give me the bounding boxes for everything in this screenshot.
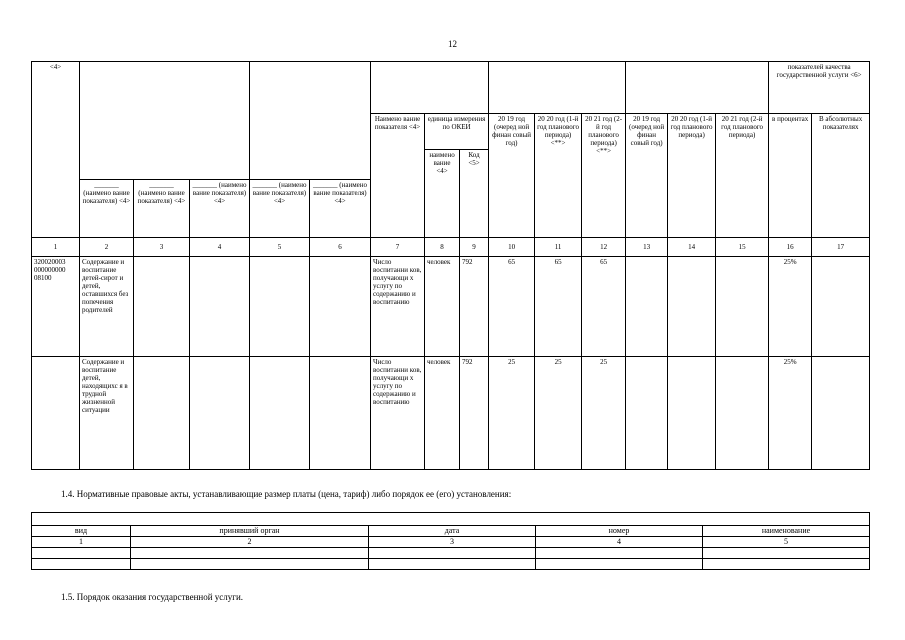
- empty-cell: [536, 548, 703, 559]
- empty-cell: [668, 257, 716, 357]
- col-number: 5: [250, 238, 310, 257]
- row-code: 320020003 000000000 08100: [32, 257, 80, 357]
- row-value-2020: 25: [535, 357, 582, 470]
- row-indicator: Число воспитанни ков, получающи х услугу по содержанию и воспитанию: [371, 357, 425, 470]
- empty-cell: [190, 357, 250, 470]
- acts-title-cell: [32, 513, 870, 526]
- empty-cell: [668, 357, 716, 470]
- empty-cell: [190, 257, 250, 357]
- col-number: 14: [668, 238, 716, 257]
- col-number: 6: [310, 238, 371, 257]
- header-content-group: [80, 62, 250, 180]
- section-1-5-heading: 1.5. Порядок оказания государственной услуги.: [61, 592, 244, 602]
- col-number: 15: [716, 238, 769, 257]
- header-col-5: _______ (наимено вание показателя) <4>: [250, 180, 310, 238]
- header-col-15: 20 21 год (2-й год планового периода): [716, 114, 769, 238]
- header-col-10: 20 19 год (очеред ной финан совый год): [489, 114, 535, 238]
- empty-cell: [32, 559, 131, 570]
- col-number: 7: [371, 238, 425, 257]
- empty-cell: [250, 257, 310, 357]
- acts-title-row: [32, 513, 870, 526]
- col-number: 17: [812, 238, 870, 257]
- col-number: 11: [535, 238, 582, 257]
- empty-cell: [131, 548, 369, 559]
- empty-cell: [626, 257, 668, 357]
- row-code: [32, 357, 80, 470]
- table-row: [32, 559, 870, 570]
- row-value-2021: 25: [582, 357, 626, 470]
- col-number: 2: [131, 537, 369, 548]
- col-number: 3: [369, 537, 536, 548]
- col-number: 16: [769, 238, 812, 257]
- row-okei: 792: [460, 357, 489, 470]
- service-indicators-table: [31, 61, 870, 470]
- col-number: 2: [80, 238, 134, 257]
- acts-header-name: наименование: [703, 526, 870, 537]
- row-unit: человек: [425, 357, 460, 470]
- col-number: 1: [32, 537, 131, 548]
- table-row: [32, 257, 870, 357]
- row-unit: человек: [425, 257, 460, 357]
- empty-cell: [250, 357, 310, 470]
- col-number: 12: [582, 238, 626, 257]
- header-col-12: 20 21 год (2-й год планового периода) <**>: [582, 114, 626, 238]
- acts-header-row: [32, 526, 870, 537]
- acts-header-authority: принявший орган: [131, 526, 369, 537]
- row-content: Содержание и воспитание детей-сирот и детей, оставшихся без попечения родителей: [80, 257, 134, 357]
- col-number: 3: [134, 238, 190, 257]
- acts-number-row: [32, 537, 870, 548]
- header-quality-deviation: показателей качества государственной услуги <6>: [769, 62, 870, 114]
- row-value-2020: 65: [535, 257, 582, 357]
- acts-header-date: дата: [369, 526, 536, 537]
- page-number: 12: [448, 39, 457, 49]
- row-value-2019: 65: [489, 257, 535, 357]
- empty-cell: [626, 357, 668, 470]
- legal-acts-table: [31, 512, 870, 570]
- empty-cell: [134, 357, 190, 470]
- empty-cell: [703, 559, 870, 570]
- row-content: Содержание и воспитание детей, находящихс я в трудной жизненной ситуации: [80, 357, 134, 470]
- header-unit-code: Код <5>: [460, 150, 489, 238]
- col-number: 4: [536, 537, 703, 548]
- table-row: [32, 548, 870, 559]
- header-unit-name: наимено вание <4>: [425, 150, 460, 238]
- header-col-1: <4>: [32, 62, 80, 238]
- empty-cell: [369, 559, 536, 570]
- empty-cell: [716, 357, 769, 470]
- header-col-16: в процентах: [769, 114, 812, 238]
- header-indicator-group: [371, 62, 489, 114]
- header-values-group: [489, 62, 626, 114]
- header-col-14: 20 20 год (1-й год планового периода): [668, 114, 716, 238]
- row-okei: 792: [460, 257, 489, 357]
- row-percent: 25%: [769, 257, 812, 357]
- row-percent: 25%: [769, 357, 812, 470]
- col-number: 4: [190, 238, 250, 257]
- header-col-4: _______ (наимено вание показателя) <4>: [190, 180, 250, 238]
- empty-cell: [812, 257, 870, 357]
- row-indicator: Число воспитанни ков, получающи х услугу по содержанию и воспитанию: [371, 257, 425, 357]
- col-number: 8: [425, 238, 460, 257]
- header-col-2: _______ (наимено вание показателя) <4>: [80, 180, 134, 238]
- col-number: 9: [460, 238, 489, 257]
- empty-cell: [134, 257, 190, 357]
- empty-cell: [703, 548, 870, 559]
- empty-cell: [131, 559, 369, 570]
- header-col-6: _______ (наимено вание показателя) <4>: [310, 180, 371, 238]
- header-conditions-group: [250, 62, 371, 180]
- empty-cell: [32, 548, 131, 559]
- row-value-2021: 65: [582, 257, 626, 357]
- col-number: 10: [489, 238, 535, 257]
- section-1-4-heading: 1.4. Нормативные правовые акты, устанавливающие размер платы (цена, тариф) либо порядок ее (его) установления:: [61, 489, 512, 499]
- col-number: 13: [626, 238, 668, 257]
- col-number: 1: [32, 238, 80, 257]
- header-col-13: 20 19 год (очеред ной финан совый год): [626, 114, 668, 238]
- column-number-row: [32, 238, 870, 257]
- empty-cell: [369, 548, 536, 559]
- empty-cell: [716, 257, 769, 357]
- header-col-3: _______ (наимено вание показателя) <4>: [134, 180, 190, 238]
- row-value-2019: 25: [489, 357, 535, 470]
- header-col-17: В абсолютных показателях: [812, 114, 870, 238]
- col-number: 5: [703, 537, 870, 548]
- empty-cell: [310, 257, 371, 357]
- header-indicator-name: Наимено вание показателя <4>: [371, 114, 425, 238]
- header-values-group-2: [626, 62, 769, 114]
- empty-cell: [310, 357, 371, 470]
- header-col-11: 20 20 год (1-й год планового периода) <**>: [535, 114, 582, 238]
- table-row: [32, 357, 870, 470]
- empty-cell: [536, 559, 703, 570]
- acts-header-type: вид: [32, 526, 131, 537]
- header-okei-unit: единица измерения по ОКЕИ: [425, 114, 489, 150]
- acts-header-number: номер: [536, 526, 703, 537]
- empty-cell: [812, 357, 870, 470]
